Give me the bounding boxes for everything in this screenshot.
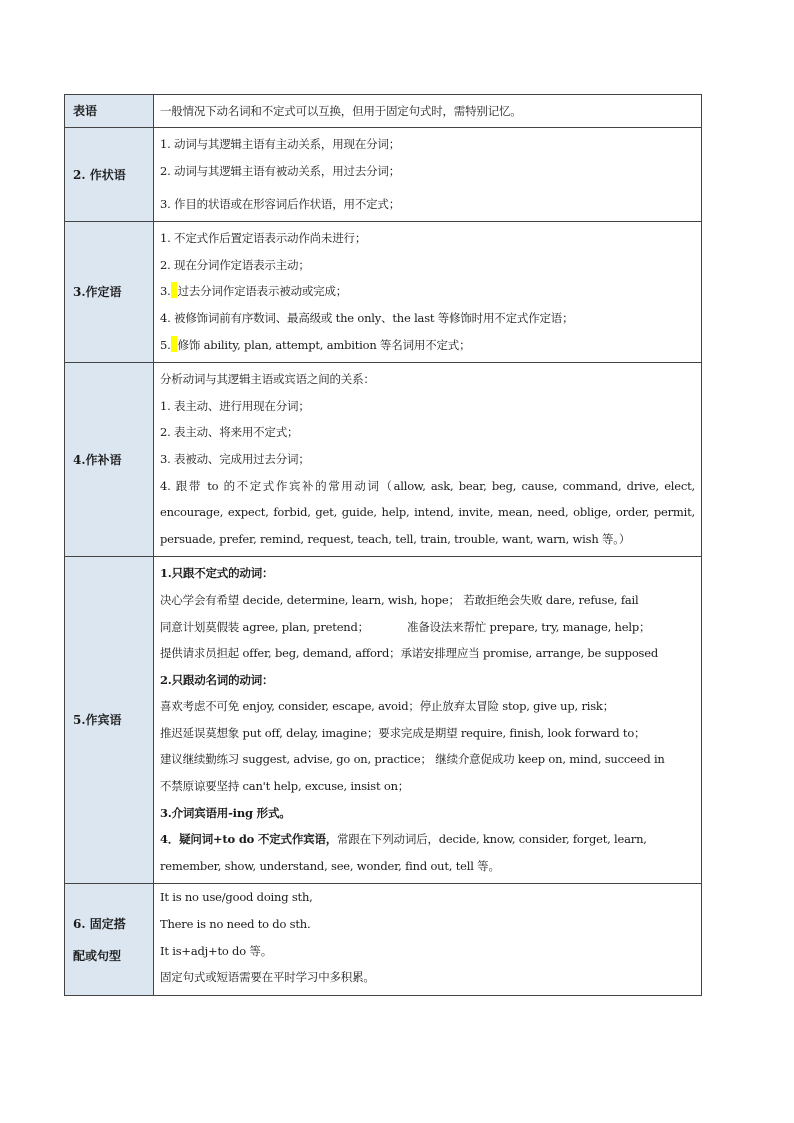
row-body-fixed — [154, 884, 702, 995]
row-label-fixed: 6. 固定搭 配或句型 — [65, 884, 154, 995]
adverbial-line: 2. 动词与其逻辑主语有被动关系，用过去分词； — [160, 163, 401, 178]
complement-line: 分析动词与其逻辑主语或宾语之间的关系： — [160, 372, 375, 387]
object-line: remember, show, understand, see, wonder, find out, tell 等。 — [160, 858, 500, 873]
complement-line: encourage, expect, forbid, get, guide, help, intend, invite, mean, need, oblige, order, permit, — [160, 505, 695, 520]
row-label-complement: 4.作补语 — [65, 363, 154, 557]
fixed-line: It is no use/good doing sth, — [160, 890, 313, 905]
row-body-object — [154, 557, 702, 884]
predicate-text: 一般情况下动名词和不定式可以互换，但用于固定句式时，需特别记忆。 — [160, 103, 522, 118]
fixed-line: 固定句式或短语需要在平时学习中多积累。 — [160, 970, 375, 985]
grammar-table — [64, 94, 702, 996]
attribute-line — [160, 332, 695, 359]
fixed-line: It is+adj+to do 等。 — [160, 943, 272, 958]
adverbial-line: 1. 动词与其逻辑主语有主动关系，用现在分词； — [160, 137, 401, 151]
complement-line: 3. 表被动、完成用过去分词； — [160, 451, 310, 466]
attribute-line-text: 过去分词作定语表示被动或完成； — [177, 284, 348, 299]
row-adverbial — [65, 128, 702, 222]
object-line: 喜欢考虑不可免 enjoy, consider, escape, avoid；停止放弃太冒险 stop, give up, risk； — [160, 699, 614, 714]
row-attribute — [65, 222, 702, 363]
row-object — [65, 557, 702, 884]
row-body-predicate — [154, 95, 702, 128]
attribute-line: 4. 被修饰词前有序数词、最高级或 the only、the last 等修饰时用不定式作定语； — [160, 310, 574, 325]
object-line: 推迟延误莫想象 put off, delay, imagine；要求完成是期望 require, finish, look forward to； — [160, 725, 646, 740]
row-body-complement — [154, 363, 702, 557]
object-heading: 3.介词宾语用-ing 形式。 — [160, 805, 291, 820]
highlight-mark — [171, 336, 177, 352]
object-heading: 1.只跟不定式的动词： — [160, 566, 274, 581]
complement-line: 1. 表主动、进行用现在分词； — [160, 398, 310, 413]
row-fixed — [65, 884, 702, 995]
row-body-adverbial — [154, 128, 702, 222]
row-predicate — [65, 95, 702, 128]
object-heading: 2.只跟动名词的动词： — [160, 672, 274, 687]
complement-line: persuade, prefer, remind, request, teach, tell, train, trouble, want, warn, wish 等。） — [160, 531, 631, 546]
object-line: 建议继续勤练习 suggest, advise, go on, practice； 继续介意促成功 keep on, mind, succeed in — [160, 752, 665, 767]
row-body-attribute — [154, 222, 702, 363]
attribute-line-prefix: 3. — [160, 284, 171, 299]
row-label-object: 5.作宾语 — [65, 557, 154, 884]
attribute-line: 1. 不定式作后置定语表示动作尚未进行； — [160, 231, 367, 246]
attribute-line: 2. 现在分词作定语表示主动； — [160, 257, 310, 272]
adverbial-line: 3. 作目的状语或在形容词后作状语，用不定式； — [160, 197, 401, 212]
object-line: 4．疑问词+to do 不定式作宾语，常跟在下列动词后，decide, know, consider, forget, learn, — [160, 832, 647, 847]
attribute-line — [160, 278, 695, 305]
row-complement — [65, 363, 702, 557]
highlight-mark — [171, 282, 177, 298]
object-line: 决心学会有希望 decide, determine, learn, wish, hope； 若敢拒绝会失败 dare, refuse, fail — [160, 592, 639, 607]
attribute-line-prefix: 5. — [160, 337, 171, 352]
object-line: 提供请求员担起 offer, beg, demand, afford；承诺安排理应当 promise, arrange, be supposed — [160, 646, 659, 661]
fixed-line: There is no need to do sth. — [160, 917, 311, 932]
complement-line: 4. 跟带 to 的不定式作宾补的常用动词（allow, ask, bear, beg, cause, command, drive, elect, — [160, 478, 695, 493]
row-label-attribute: 3.作定语 — [65, 222, 154, 363]
attribute-line-text: 修饰 ability, plan, attempt, ambition 等名词用不定式； — [177, 337, 471, 352]
complement-line: 2. 表主动、将来用不定式； — [160, 425, 299, 440]
object-line: 同意计划莫假装 agree, plan, pretend； 准备设法来帮忙 prepare, try, manage, help； — [160, 619, 651, 634]
row-label-predicate: 表语 — [65, 95, 154, 128]
row-label-adverbial: 2. 作状语 — [65, 128, 154, 222]
object-line: 不禁原谅要坚持 can't help, excuse, insist on； — [160, 779, 410, 794]
